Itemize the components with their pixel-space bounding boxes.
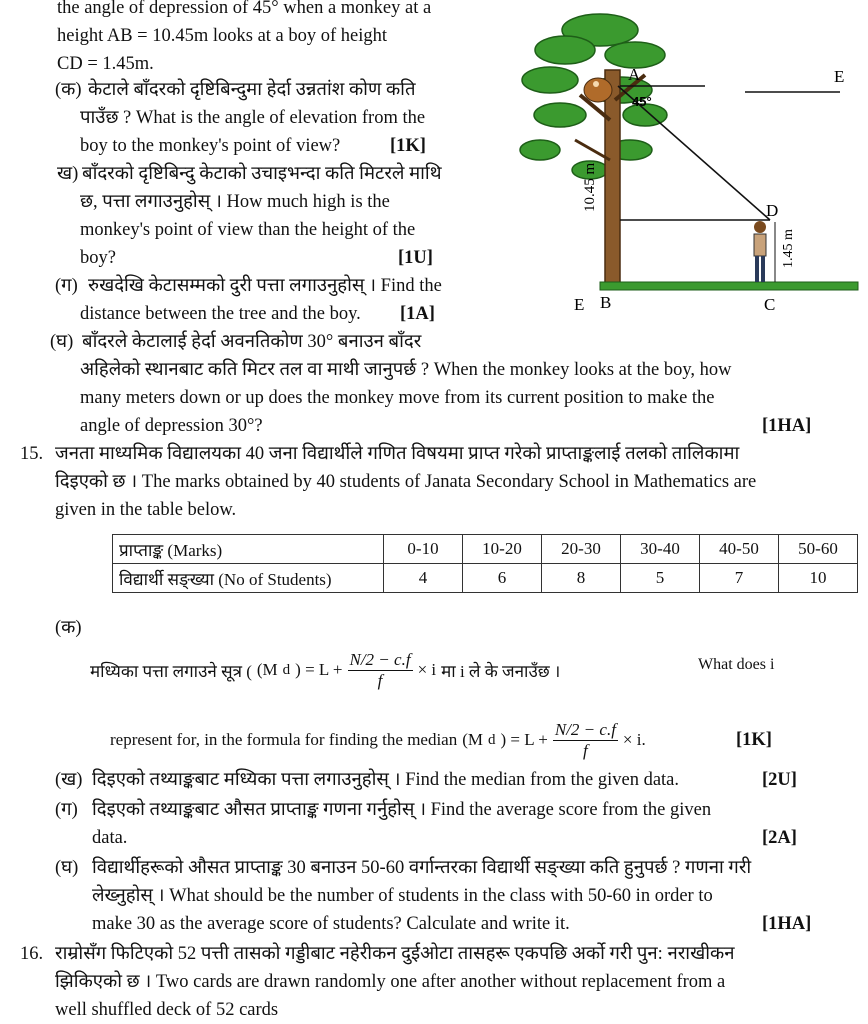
- q14-gha-line3: many meters down or up does the monkey move from its current position to make the: [80, 388, 715, 408]
- q14-k-nepali: केटाले बाँदरको दृष्टिबिन्दुमा हेर्दा उन्नतांश कोण कति: [88, 80, 416, 100]
- label-height-cd: 1.45 m: [781, 229, 796, 268]
- table-cell: 7: [700, 564, 779, 593]
- q15-gha-label: (घ): [55, 858, 79, 878]
- formula-times-i: × i: [417, 660, 437, 679]
- marks-table: [112, 534, 858, 593]
- q15-number: 15.: [20, 444, 44, 464]
- boy-icon: [754, 221, 766, 282]
- table-cell: 20-30: [542, 535, 621, 564]
- q14-gha-label: (घ): [50, 332, 74, 352]
- q14-kha-line2: छ, पत्ता लगाउनुहोस् । How much high is the: [80, 192, 390, 212]
- tree-monkey-figure: [470, 0, 860, 320]
- formula-md: (M: [256, 660, 278, 679]
- q16-line2: झिकिएको छ । Two cards are drawn randomly one after another without replacement from a: [55, 972, 726, 992]
- q15-line3: given in the table below.: [55, 500, 237, 520]
- q14-ga-line1: रुखदेखि केटासम्मको दुरी पत्ता लगाउनुहोस् । Find the: [88, 276, 442, 296]
- q15-gha-line1: विद्यार्थीहरूको औसत प्राप्ताङ्क 30 बनाउन 50-60 वर्गान्तरका विद्यार्थी सङ्ख्या कति हुनुपर्छ ? गणना गरी: [92, 858, 752, 878]
- monkey-icon: [584, 78, 612, 102]
- formula-denominator: f: [377, 670, 383, 690]
- label-d: D: [766, 201, 779, 220]
- formula-md-sub: d: [282, 661, 291, 678]
- formula-english-text: represent for, in the formula for finding the median: [110, 730, 458, 749]
- q14-ga-mark: [1A]: [400, 304, 435, 324]
- q15-gha-line2: लेख्नुहोस् । What should be the number of students in the class with 50-60 in order to: [92, 886, 713, 906]
- formula-denominator-2: f: [583, 740, 588, 760]
- q14-kha-line4: boy?: [80, 248, 116, 268]
- q15-kha-label: (ख): [55, 770, 83, 790]
- formula-nepali-pre: मध्यिका पत्ता लगाउने सूत्र (: [90, 661, 252, 681]
- q15-line1: जनता माध्यमिक विद्यालयका 40 जना विद्यार्थीले गणित विषयमा प्राप्त गरेको प्राप्ताङ्कलाई तलको तालिकामा: [55, 444, 740, 464]
- formula-md-2: (M: [462, 730, 484, 749]
- q14-kha-line3: monkey's point of view than the height of the: [80, 220, 416, 240]
- table-cell: 10-20: [463, 535, 542, 564]
- q14-k-line2: पाउँछ ? What is the angle of elevation from the: [80, 108, 426, 128]
- formula-fraction: [348, 650, 413, 691]
- q14-intro-line3: CD = 1.45m.: [57, 54, 154, 74]
- q15-ga-line1: दिइएको तथ्याङ्कबाट औसत प्राप्ताङ्क गणना गर्नुहोस् । Find the average score from the given: [92, 800, 712, 820]
- formula-md-close-2: ) = L +: [500, 730, 548, 749]
- q15-kha-mark: [2U]: [762, 770, 797, 790]
- formula-md-close: ) = L +: [295, 660, 343, 679]
- formula-nepali-post: मा i ले के जनाउँछ ।: [441, 661, 561, 681]
- table-cell: 50-60: [779, 535, 858, 564]
- label-e-bottom: E: [574, 295, 585, 314]
- table-row: [113, 535, 858, 564]
- q14-intro-line1: the angle of depression of 45° when a monkey at a: [57, 0, 432, 18]
- formula-fraction-2: [553, 720, 618, 761]
- table-cell: 0-10: [384, 535, 463, 564]
- formula-md-sub-2: d: [488, 731, 496, 748]
- label-c: C: [764, 295, 776, 314]
- q15-k-mark: [1K]: [736, 730, 772, 750]
- q15-kha-text: दिइएको तथ्याङ्कबाट मध्यिका पत्ता लगाउनुहोस् । Find the median from the given data.: [92, 770, 680, 790]
- q15-k-label: (क): [55, 618, 82, 638]
- median-formula-nepali: [90, 640, 560, 700]
- q14-kha-nepali: बाँदरको दृष्टिबिन्दु केटाको उचाइभन्दा कति मिटरले माथि: [82, 164, 442, 184]
- ground: [600, 282, 858, 290]
- q14-kha-label: ख): [57, 164, 79, 184]
- q15-k-english-question: What does i: [698, 656, 775, 673]
- q14-gha-line1: बाँदरले केटालाई हेर्दा अवनतिकोण 30° बनाउन बाँदर: [82, 332, 422, 352]
- table-head-students: विद्यार्थी सङ्ख्या (No of Students): [113, 564, 384, 593]
- q15-ga-mark: [2A]: [762, 828, 797, 848]
- table-row: [113, 564, 858, 593]
- formula-numerator-2: N/2 − c.f: [554, 719, 616, 739]
- formula-numerator: N/2 − c.f: [349, 649, 411, 669]
- table-cell: 8: [542, 564, 621, 593]
- q14-gha-mark: [1HA]: [762, 416, 812, 436]
- formula-times-i-2: × i.: [622, 730, 646, 749]
- label-e-top: E: [834, 67, 845, 86]
- q16-number: 16.: [20, 944, 44, 964]
- q14-k-line3: boy to the monkey's point of view?: [80, 136, 341, 156]
- table-cell: 4: [384, 564, 463, 593]
- label-height-ab: 10.45 m: [582, 162, 598, 212]
- q15-ga-line2: data.: [92, 828, 128, 848]
- label-angle: 45°: [632, 94, 652, 109]
- q14-kha-mark: [1U]: [398, 248, 433, 268]
- q15-gha-line3: make 30 as the average score of students? Calculate and write it.: [92, 914, 570, 934]
- q14-ga-label: (ग): [55, 276, 78, 296]
- label-a: A: [628, 65, 641, 84]
- table-cell: 30-40: [621, 535, 700, 564]
- table-cell: 6: [463, 564, 542, 593]
- table-cell: 40-50: [700, 535, 779, 564]
- q14-ga-line2: distance between the tree and the boy.: [80, 304, 361, 324]
- table-head-marks: प्राप्ताङ्क (Marks): [113, 535, 384, 564]
- q14-k-mark: [1K]: [390, 136, 426, 156]
- q14-gha-line4: angle of depression 30°?: [80, 416, 263, 436]
- table-cell: 5: [621, 564, 700, 593]
- q14-gha-line2: अहिलेको स्थानबाट कति मिटर तल वा माथी जानुपर्छ ? When the monkey looks at the boy, how: [80, 360, 732, 380]
- q14-k-label: (क): [55, 80, 82, 100]
- q15-gha-mark: [1HA]: [762, 914, 812, 934]
- table-cell: 10: [779, 564, 858, 593]
- median-formula-english: [110, 712, 646, 768]
- q16-line1: राम्रोसँग फिटिएको 52 पत्ती तासको गड्डीबाट नहेरीकन दुईओटा तासहरू एकपछि अर्को गरी पुन: नराखीकन: [55, 944, 735, 964]
- q15-ga-label: (ग): [55, 800, 78, 820]
- q15-line2: दिइएको छ । The marks obtained by 40 students of Janata Secondary School in Mathematics are: [55, 472, 757, 492]
- label-b: B: [600, 293, 612, 312]
- q14-intro-line2: height AB = 10.45m looks at a boy of height: [57, 26, 388, 46]
- q16-line3: well shuffled deck of 52 cards: [55, 1000, 279, 1020]
